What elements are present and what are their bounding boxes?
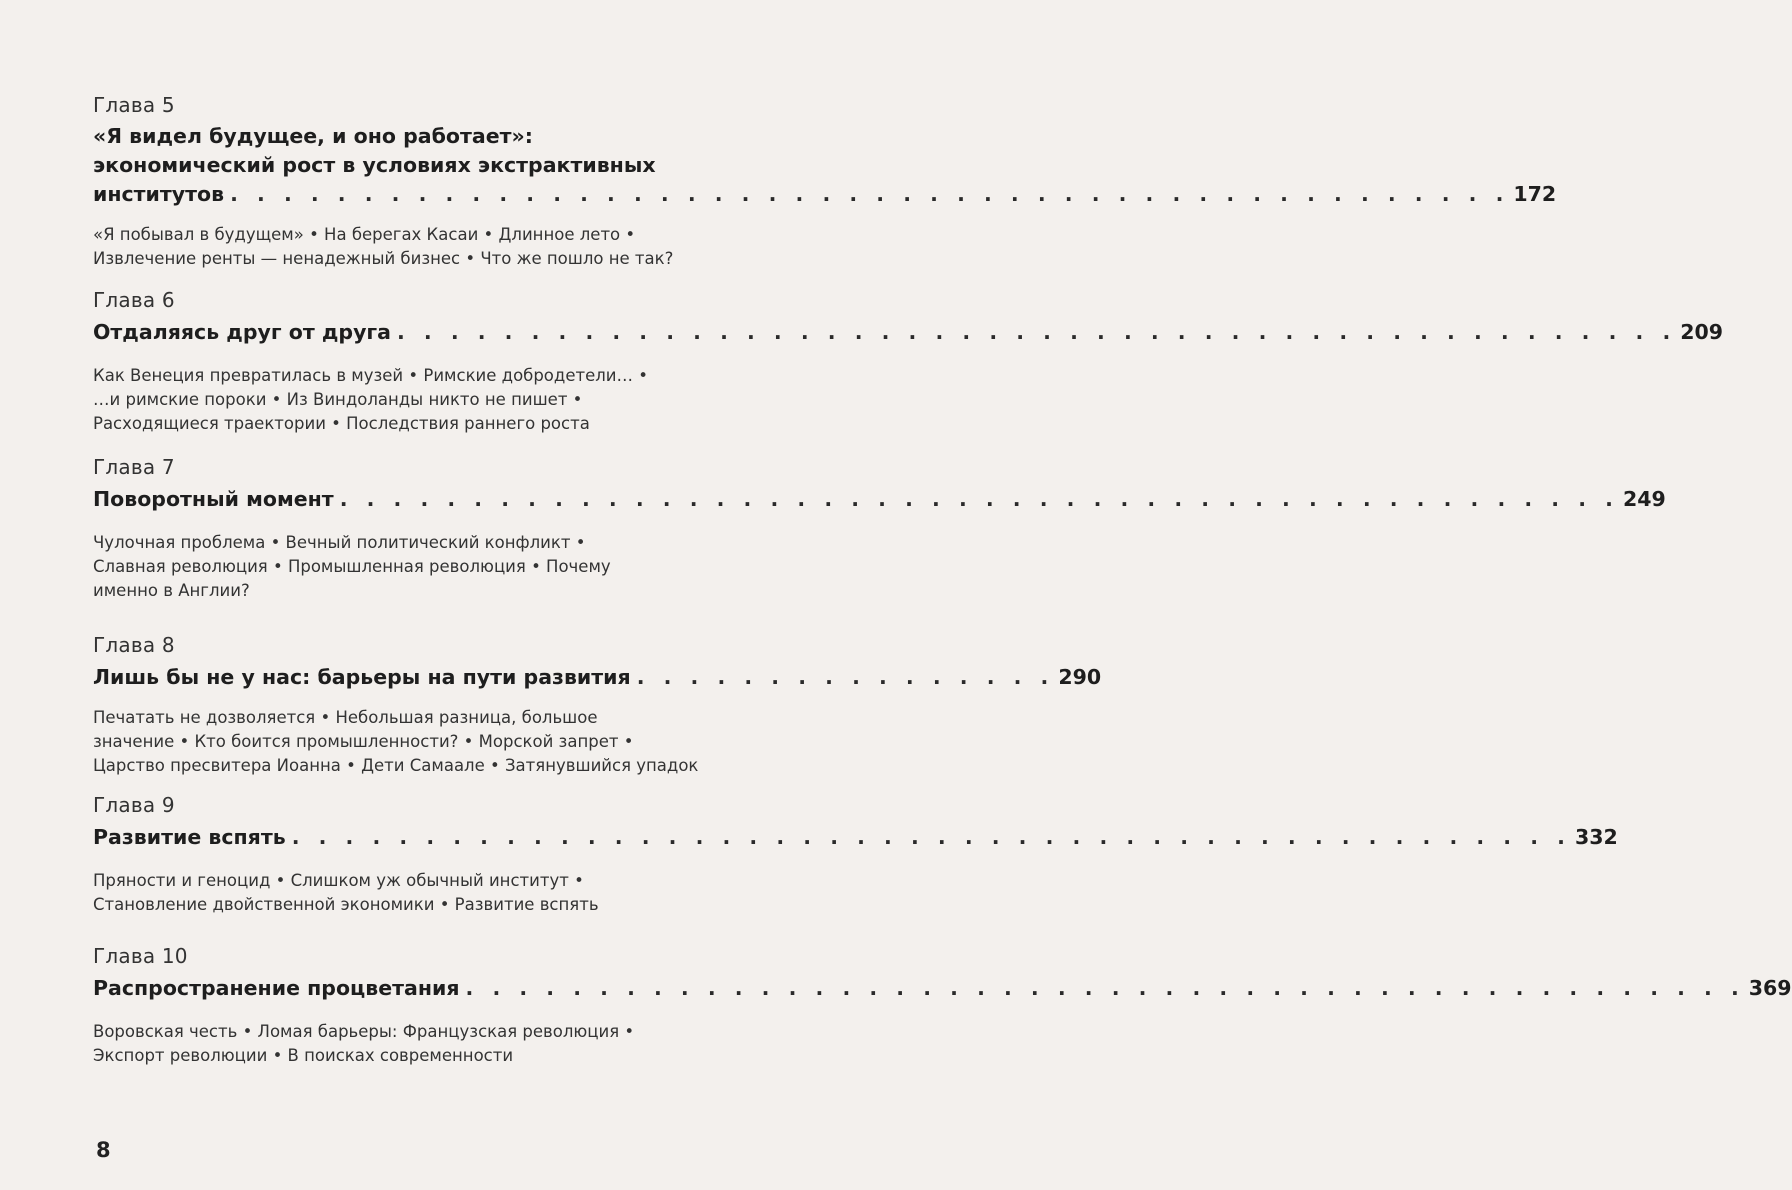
page-number: 369	[1748, 976, 1792, 1000]
dot-leader: . . . . . . . . . . . . . . . . . . . . . . . . . . . . . . . . . . . . . . . . . . . . . . . .	[396, 320, 1677, 344]
subtopic-line: Пряности и геноцид • Слишком уж обычный институт •	[93, 871, 584, 890]
page-number: 209	[1680, 320, 1724, 344]
chapter-entry	[93, 92, 1557, 271]
chapter-label: Глава 8	[93, 633, 175, 657]
chapter-title[interactable]	[93, 122, 1557, 209]
subtopic-line: Славная революция • Промышленная революция • Почему	[93, 557, 611, 576]
chapter-title-line: Лишь бы не у нас: барьеры на пути развития	[93, 665, 631, 689]
chapter-entry	[93, 792, 1618, 917]
page-folio: 8	[96, 1138, 111, 1162]
subtopic-line: «Я побывал в будущем» • На берегах Касаи • Длинное лето •	[93, 225, 636, 244]
chapter-title[interactable]	[93, 974, 1792, 1003]
subtopic-line: Чулочная проблема • Вечный политический конфликт •	[93, 533, 586, 552]
chapter-entry	[93, 454, 1666, 603]
chapter-label: Глава 10	[93, 944, 188, 968]
chapter-title[interactable]	[93, 823, 1618, 852]
page-number: 249	[1622, 487, 1666, 511]
chapter-entry	[93, 632, 1102, 778]
dot-leader: . . . . . . . . . . . . . . . .	[636, 665, 1055, 689]
subtopic-line: Как Венеция превратилась в музей • Римские добродетели… •	[93, 366, 648, 385]
dot-leader: . . . . . . . . . . . . . . . . . . . . . . . . . . . . . . . . . . . . . . . . . . . . . . . .	[339, 487, 1619, 511]
dot-leader: . . . . . . . . . . . . . . . . . . . . . . . . . . . . . . . . . . . . . . . . . . . . . . . .	[465, 976, 1745, 1000]
chapter-label: Глава 6	[93, 288, 175, 312]
chapter-label: Глава 5	[93, 93, 175, 117]
subtopics	[93, 1020, 727, 1068]
dot-leader: . . . . . . . . . . . . . . . . . . . . . . . . . . . . . . . . . . . . . . . . . . . . . . . .	[230, 182, 1510, 206]
chapter-entry	[93, 287, 1724, 436]
chapter-title[interactable]	[93, 663, 1102, 692]
subtopic-line: Экспорт революции • В поисках современности	[93, 1046, 514, 1065]
dot-leader: . . . . . . . . . . . . . . . . . . . . . . . . . . . . . . . . . . . . . . . . . . . . . . . .	[291, 825, 1571, 849]
subtopics	[93, 223, 727, 271]
subtopic-line: …и римские пороки • Из Виндоланды никто не пишет •	[93, 390, 583, 409]
subtopic-line: Расходящиеся траектории • Последствия раннего роста	[93, 414, 590, 433]
subtopics	[93, 531, 727, 603]
chapter-title[interactable]	[93, 485, 1666, 514]
page-number: 172	[1513, 182, 1557, 206]
chapter-title-line: Поворотный момент	[93, 487, 334, 511]
subtopic-line: Печатать не дозволяется • Небольшая разница, большое	[93, 708, 598, 727]
chapter-title-line: Отдаляясь друг от друга	[93, 320, 391, 344]
page-number: 290	[1058, 665, 1102, 689]
table-of-contents	[93, 92, 1792, 1068]
chapter-title-line: Распространение процветания	[93, 976, 460, 1000]
subtopic-line: именно в Англии?	[93, 581, 250, 600]
chapter-entry	[93, 943, 1792, 1068]
subtopics	[93, 706, 727, 778]
chapter-title[interactable]	[93, 318, 1724, 347]
chapter-title-line: экономический рост в условиях экстрактивных	[93, 153, 656, 177]
subtopic-line: Извлечение ренты — ненадежный бизнес • Что же пошло не так?	[93, 249, 674, 268]
subtopics	[93, 364, 727, 436]
page-number: 332	[1574, 825, 1618, 849]
subtopic-line: Становление двойственной экономики • Развитие вспять	[93, 895, 599, 914]
subtopic-line: Воровская честь • Ломая барьеры: Французская революция •	[93, 1022, 635, 1041]
subtopics	[93, 869, 727, 917]
subtopic-line: значение • Кто боится промышленности? • Морской запрет •	[93, 732, 634, 751]
chapter-title-line: «Я видел будущее, и оно работает»:	[93, 124, 533, 148]
chapter-title-line: институтов	[93, 182, 225, 206]
chapter-label: Глава 7	[93, 455, 175, 479]
chapter-label: Глава 9	[93, 793, 175, 817]
chapter-title-line: Развитие вспять	[93, 825, 286, 849]
subtopic-line: Царство пресвитера Иоанна • Дети Самаале • Затянувшийся упадок	[93, 756, 699, 775]
